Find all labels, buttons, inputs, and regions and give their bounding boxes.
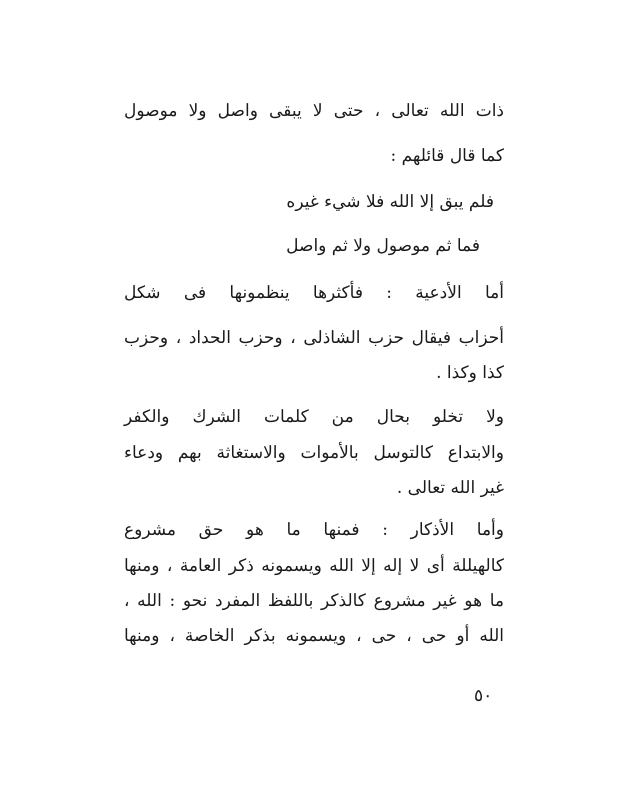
text-line-2: كما قال قائلهم :	[390, 146, 504, 166]
verse-line-2: فما ثم موصول ولا ثم واصل	[286, 236, 480, 256]
page-number: ٥٠	[474, 686, 493, 706]
paragraph-adhkar-line-4: الله أو حى ، حى ، ويسمونه بذكر الخاصة ، ومنها	[124, 626, 504, 646]
paragraph-adiya-line-3: كذا وكذا .	[436, 363, 504, 383]
paragraph-adhkar-line-3: ما هو غير مشروع كالذكر باللفظ المفرد نحو : الله ،	[124, 591, 504, 611]
verse-line-1: فلم يبق إلا الله فلا شيء غيره	[286, 192, 494, 212]
text-line-1: ذات الله تعالى ، حتى لا يبقى واصل ولا موصول	[124, 101, 504, 121]
paragraph-shirk-line-2: والابتداع كالتوسل بالأموات والاستغاثة بهم ودعاء	[124, 443, 504, 463]
paragraph-adhkar-line-2: كالهيللة أى لا إله إلا الله ويسمونه ذكر العامة ، ومنها	[124, 556, 504, 576]
paragraph-adiya-line-1	[124, 281, 504, 305]
paragraph-adiya-line-2: أحزاب فيقال حزب الشاذلى ، وحزب الحداد ، وحزب	[124, 328, 504, 348]
adiya-text: أما الأدعية : فأكثرها ينظمونها فى شكل	[124, 283, 504, 303]
paragraph-shirk-line-1: ولا تخلو بحال من كلمات الشرك والكفر	[124, 407, 504, 427]
paragraph-adhkar-line-1: وأما الأذكار : فمنها ما هو حق مشروع	[124, 520, 504, 540]
paragraph-shirk-line-3: غير الله تعالى .	[396, 478, 504, 498]
